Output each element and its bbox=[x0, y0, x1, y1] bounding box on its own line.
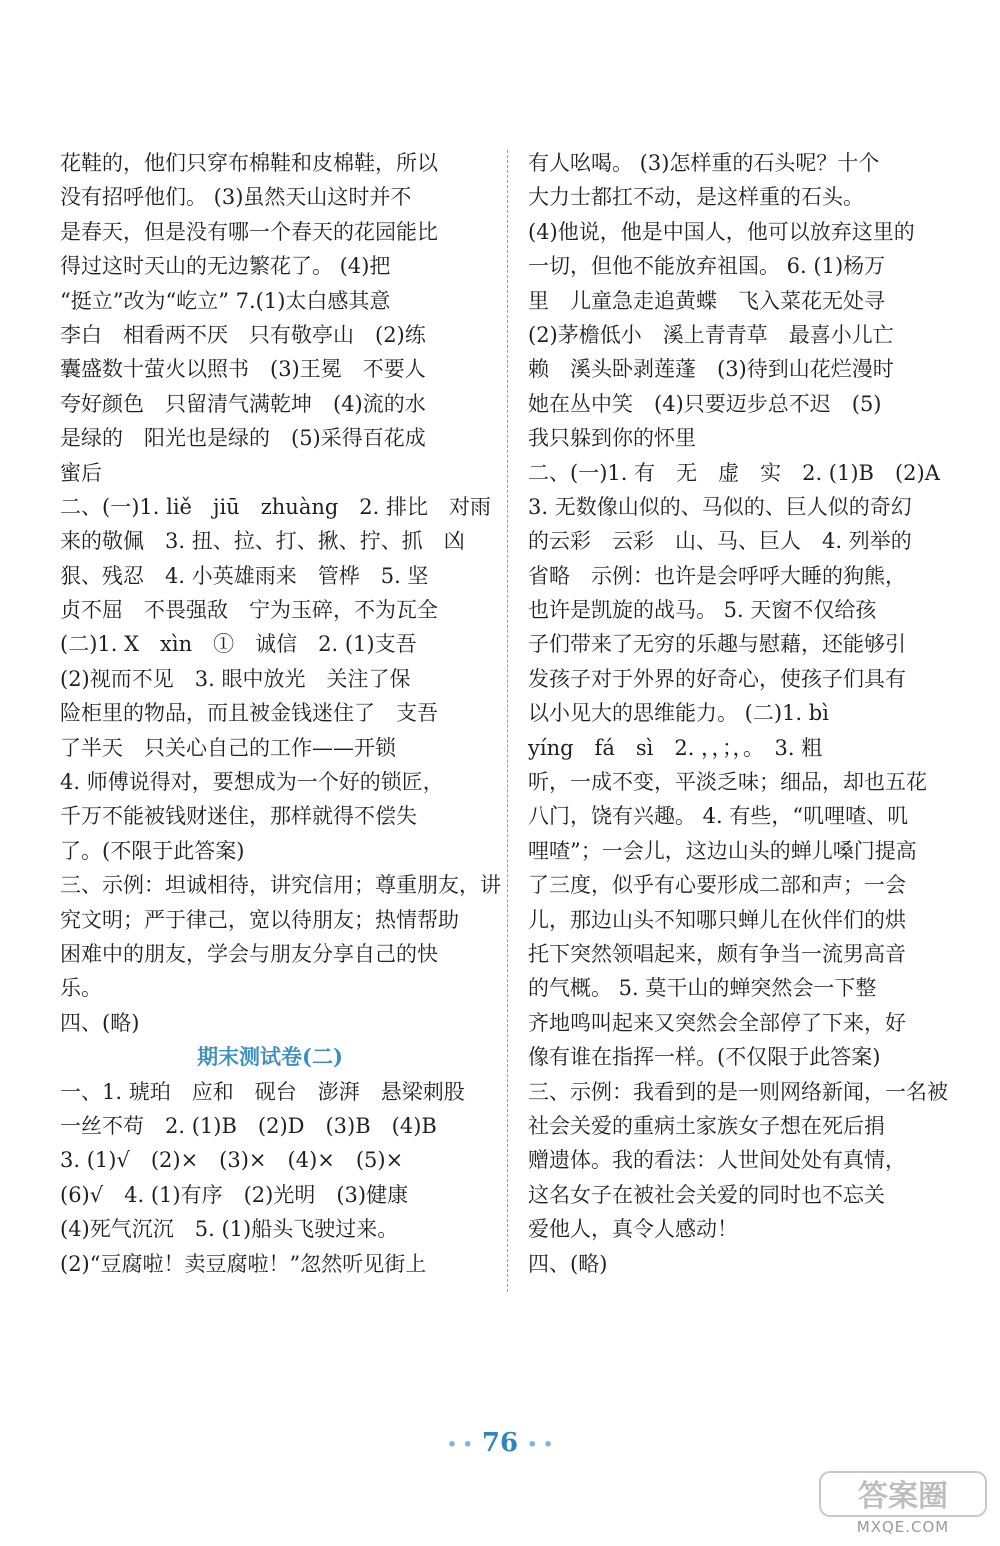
right_column-line: 发孩子对于外界的好奇心，使孩子们具有 bbox=[528, 666, 906, 691]
right_column-line: 爱他人，真令人感动！ bbox=[528, 1217, 738, 1242]
left_column-line: 得过这时天山的无边繁花了。 (4)把 bbox=[60, 254, 391, 279]
left_column-line: “挺立”改为“屹立” 7.(1)太白感其意 bbox=[60, 288, 391, 313]
right_column-line: 里 儿童急走追黄蝶 飞入菜花无处寻 bbox=[528, 288, 885, 313]
page-number bbox=[0, 1428, 1000, 1458]
right_column-line: 一切，但他不能放弃祖国。 6. (1)杨万 bbox=[528, 254, 886, 279]
left_column-line: 夸好颜色 只留清气满乾坤 (4)流的水 bbox=[60, 391, 426, 416]
right_column-line: 她在丛中笑 (4)只要迈步总不迟 (5) bbox=[528, 391, 882, 416]
left_column-line: 了半天 只关心自己的工作——开锁 bbox=[60, 735, 396, 760]
right_column-line: 我只躲到你的怀里 bbox=[528, 426, 696, 451]
left_column_after-line: 3. (1)√ (2)× (3)× (4)× (5)× bbox=[60, 1148, 404, 1173]
left_column-line: 四、(略) bbox=[60, 1010, 140, 1035]
left_column-line: 困难中的朋友，学会与朋友分享自己的快 bbox=[60, 941, 438, 966]
left_column-line: 乐。 bbox=[60, 976, 102, 1001]
right_column-line: 这名女子在被社会关爱的同时也不忘关 bbox=[528, 1182, 885, 1207]
right_column-line: 哩喳”；一会儿，这边山头的蝉儿嗓门提高 bbox=[528, 838, 917, 863]
left_column_after-line: 一丝不苟 2. (1)B (2)D (3)B (4)B bbox=[60, 1113, 437, 1138]
right_column-line: 听，一成不变，平淡乏味；细品，却也五花 bbox=[528, 770, 927, 795]
right_column-line: 赖 溪头卧剥莲蓬 (3)待到山花烂漫时 bbox=[528, 357, 894, 382]
right_column-line: 二、(一)1. 有 无 虚 实 2. (1)B (2)A bbox=[528, 460, 940, 485]
right_column-line: 也许是凯旋的战马。 5. 天窗不仅给孩 bbox=[528, 598, 877, 623]
right_column-line: 3. 无数像山似的、马似的、巨人似的奇幻 bbox=[528, 494, 912, 519]
left_column-line: 三、示例：坦诚相待，讲究信用；尊重朋友，讲 bbox=[60, 873, 501, 898]
left_column_after-line: (6)√ 4. (1)有序 (2)光明 (3)健康 bbox=[60, 1182, 409, 1207]
page-number-text: 76 bbox=[481, 1428, 519, 1458]
left_column-line: 没有招呼他们。 (3)虽然天山这时并不 bbox=[60, 185, 412, 210]
right_column-line: 像有谁在指挥一样。(不仅限于此答案) bbox=[528, 1045, 881, 1070]
right_column-line: yíng fá sì 2. ，，；，。 3. 粗 bbox=[528, 735, 823, 760]
page-number-dots-left: • • bbox=[446, 1434, 473, 1454]
right_column-line: 赠遗体。我的看法：人世间处处有真情， bbox=[528, 1148, 906, 1173]
right_column-line: 儿，那边山头不知哪只蝉儿在伙伴们的烘 bbox=[528, 907, 906, 932]
left_column-line: 千万不能被钱财迷住，那样就得不偿失 bbox=[60, 804, 417, 829]
left_column-line: 是绿的 阳光也是绿的 (5)采得百花成 bbox=[60, 426, 426, 451]
left_column-line: 花鞋的，他们只穿布棉鞋和皮棉鞋，所以 bbox=[60, 151, 438, 175]
right_column-line: 托下突然领唱起来，颇有争当一流男高音 bbox=[528, 941, 906, 966]
section-title: 期末测试卷(二) bbox=[197, 1044, 343, 1070]
left_column-line: 是春天，但是没有哪一个春天的花园能比 bbox=[60, 219, 438, 244]
left_column-line: 李白 相看两不厌 只有敬亭山 (2)练 bbox=[60, 322, 426, 347]
left_column-line: 狠、残忍 4. 小英雄雨来 管桦 5. 坚 bbox=[60, 563, 429, 588]
right_column-line: (4)他说，他是中国人，他可以放弃这里的 bbox=[528, 219, 915, 244]
right-column bbox=[528, 146, 948, 1281]
left_column-line: 二、(一)1. liě jiū zhuàng 2. 排比 对雨 bbox=[60, 494, 492, 519]
left_column_after-line: (2)“豆腐啦！卖豆腐啦！”忽然听见街上 bbox=[60, 1251, 427, 1276]
right_column-line: 大力士都扛不动，是这样重的石头。 bbox=[528, 185, 864, 210]
right_column-line: 四、(略) bbox=[528, 1251, 608, 1276]
right_column-line: 子们带来了无穷的乐趣与慰藉，还能够引 bbox=[528, 632, 906, 657]
left_column-line: 究文明；严于律己，宽以待朋友；热情帮助 bbox=[60, 907, 459, 932]
left_column-line: (2)视而不见 3. 眼中放光 关注了保 bbox=[60, 666, 411, 691]
right_column-line: 有人吆喝。 (3)怎样重的石头呢？十个 bbox=[528, 151, 880, 175]
right_column-line: 了三度，似乎有心要形成二部和声；一会 bbox=[528, 873, 906, 898]
left_column-line: 蜜后 bbox=[60, 460, 102, 485]
left_column_after-line: (4)死气沉沉 5. (1)船头飞驶过来。 bbox=[60, 1217, 399, 1242]
page-number-dots-right: • • bbox=[527, 1434, 554, 1454]
right_column-line: 社会关爱的重病土家族女子想在死后捐 bbox=[528, 1113, 885, 1138]
watermark-logo-text: 答案圈 bbox=[858, 1479, 948, 1514]
right_column-line: (2)茅檐低小 溪上青青草 最喜小儿亡 bbox=[528, 322, 894, 347]
right_column-line: 的气概。 5. 莫干山的蝉突然会一下整 bbox=[528, 976, 877, 1001]
left_column-line: 囊盛数十萤火以照书 (3)王冕 不要人 bbox=[60, 357, 426, 382]
right_column-line: 省略 示例：也许是会呼呼大睡的狗熊， bbox=[528, 563, 906, 588]
right_column-line: 以小见大的思维能力。 (二)1. bì bbox=[528, 701, 829, 726]
left_column_after-line: 一、1. 琥珀 应和 砚台 澎湃 悬梁刺股 bbox=[60, 1079, 465, 1104]
left_column-line: 贞不屈 不畏强敌 宁为玉碎，不为瓦全 bbox=[60, 598, 438, 623]
left_column-line: 4. 师傅说得对，要想成为一个好的锁匠， bbox=[60, 770, 444, 795]
column-divider bbox=[507, 150, 508, 1292]
left_column-line: (二)1. X xìn ① 诚信 2. (1)支吾 bbox=[60, 632, 417, 657]
watermark-url: MXQE.COM bbox=[856, 1518, 950, 1536]
left-column bbox=[60, 146, 501, 1281]
right_column-line: 三、示例：我看到的是一则网络新闻，一名被 bbox=[528, 1079, 948, 1104]
right_column-line: 的云彩 云彩 山、马、巨人 4. 列举的 bbox=[528, 529, 912, 554]
left_column-line: 险柜里的物品，而且被金钱迷住了 支吾 bbox=[60, 701, 438, 726]
left_column-line: 了。(不限于此答案) bbox=[60, 838, 245, 863]
left_column-line: 来的敬佩 3. 扭、拉、打、揪、拧、抓 凶 bbox=[60, 529, 465, 554]
right_column-line: 齐地鸣叫起来又突然会全部停了下来，好 bbox=[528, 1010, 906, 1035]
right_column-line: 八门，饶有兴趣。 4. 有些，“叽哩喳、叽 bbox=[528, 804, 909, 829]
